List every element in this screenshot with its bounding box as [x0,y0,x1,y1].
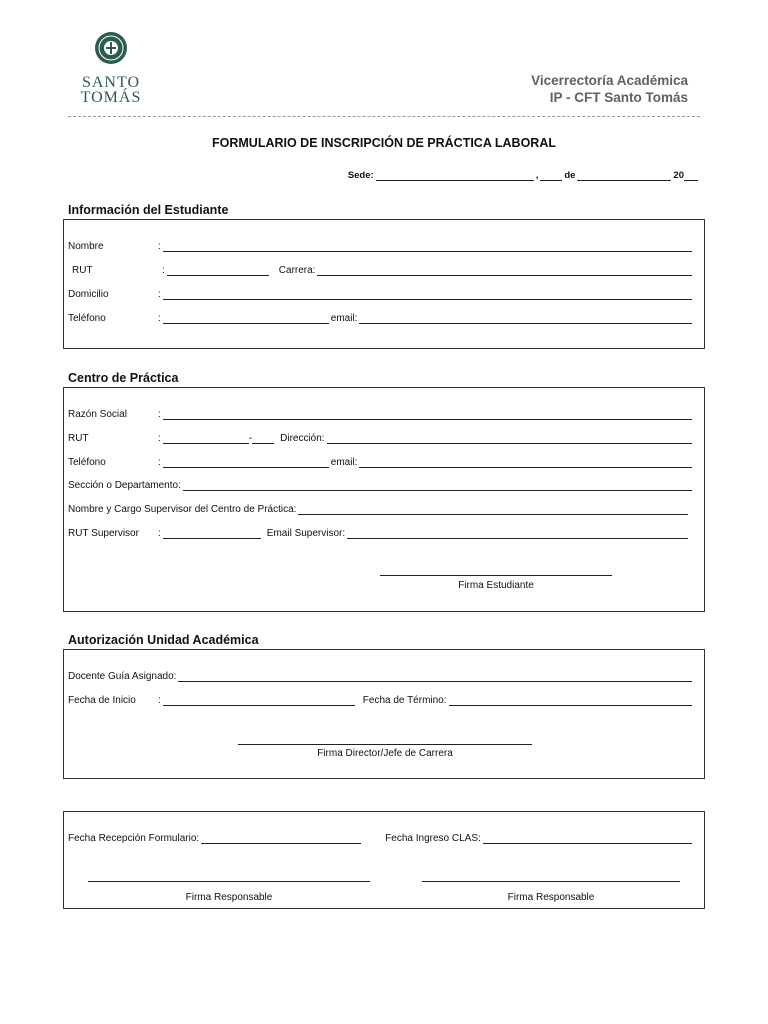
reception-row [68,830,694,844]
email-label: email: [330,457,358,468]
firma-responsable-right-line[interactable] [422,881,680,882]
colon: : [158,313,161,324]
rut-dash: - [248,433,253,444]
colon: : [158,409,161,420]
ingreso-field[interactable] [483,833,692,844]
email-supervisor-label: Email Supervisor: [266,528,346,539]
colon: : [162,265,165,276]
logo-name-line2: TOMÁS [80,89,142,106]
domicilio-field[interactable] [163,289,692,300]
year-field[interactable] [684,170,698,181]
email-field[interactable] [359,313,692,324]
domicilio-row [68,286,694,300]
docente-row [68,668,694,682]
rut-supervisor-field[interactable] [163,528,261,539]
fechas-row [68,692,694,706]
colon: : [158,695,161,706]
colon: : [158,457,161,468]
nombre-field[interactable] [163,241,692,252]
direccion-field[interactable] [327,433,692,444]
email-field[interactable] [359,457,692,468]
seccion-field[interactable] [183,480,692,491]
telefono-field[interactable] [163,457,329,468]
colon: : [158,433,161,444]
recepcion-label: Fecha Recepción Formulario: [68,833,200,844]
carrera-field[interactable] [317,265,692,276]
telefono-label: Teléfono [68,313,106,324]
supervisor-row [68,501,690,515]
razon-row [68,406,694,420]
month-field[interactable] [577,170,671,181]
org-header [531,72,688,106]
firma-estudiante-label: Firma Estudiante [458,580,534,591]
supervisor-label: Nombre y Cargo Supervisor del Centro de Práctica: [68,504,297,515]
seccion-row [68,477,694,491]
razon-field[interactable] [163,409,692,420]
sede-label: Sede: [347,170,374,181]
docente-label: Docente Guía Asignado: [68,671,177,682]
email-label: email: [330,313,358,324]
year-prefix: 20 [673,170,684,181]
firma-responsable-left-label: Firma Responsable [185,892,273,903]
inicio-label: Fecha de Inicio [68,695,136,706]
inicio-field[interactable] [163,695,355,706]
firma-responsable-left-line[interactable] [88,881,370,882]
firma-estudiante-line[interactable] [380,575,612,576]
firma-director-label: Firma Director/Jefe de Carrera [317,748,453,759]
seccion-label: Sección o Departamento: [68,480,181,491]
rut-dv-field[interactable] [252,433,274,444]
santo-tomas-logo [74,30,148,110]
carrera-label: Carrera: [278,265,316,276]
authorization-section-title: Autorización Unidad Académica [68,633,259,647]
telefono-row [68,454,694,468]
razon-label: Razón Social [68,409,127,420]
center-box [63,387,705,612]
colon: : [158,241,161,252]
firma-director-line[interactable] [238,744,532,745]
rut-direccion-row [68,430,694,444]
sede-line [348,170,700,181]
recepcion-field[interactable] [201,833,361,844]
center-section-title: Centro de Práctica [68,371,179,385]
rut-field[interactable] [163,433,249,444]
domicilio-label: Domicilio [68,289,109,300]
colon: : [158,528,161,539]
docente-field[interactable] [178,671,692,682]
telefono-field[interactable] [163,313,329,324]
de-label: de [564,170,576,181]
student-box [63,219,705,349]
ingreso-label: Fecha Ingreso CLAS: [385,833,481,844]
telefono-label: Teléfono [68,457,106,468]
rut-field[interactable] [167,265,269,276]
day-field[interactable] [540,170,562,181]
reception-box [63,811,705,909]
rut-supervisor-label: RUT Supervisor [68,528,139,539]
termino-label: Fecha de Término: [362,695,447,706]
rut-carrera-row [68,262,694,276]
org-line-2: IP - CFT Santo Tomás [549,90,688,105]
nombre-row [68,238,694,252]
rut-label: RUT [72,265,93,276]
termino-field[interactable] [449,695,692,706]
seal-icon [74,30,148,70]
colon: : [158,289,161,300]
logo-name-line1: SANTO [81,74,141,91]
sede-field[interactable] [376,170,534,181]
firma-responsable-right-label: Firma Responsable [507,892,595,903]
authorization-box [63,649,705,779]
student-section-title: Información del Estudiante [68,203,229,217]
rut-supervisor-row [68,525,690,539]
rut-label: RUT [68,433,89,444]
sede-comma: , [535,170,539,181]
direccion-label: Dirección: [280,433,325,444]
supervisor-field[interactable] [298,504,688,515]
org-line-1: Vicerrectoría Académica [531,73,688,88]
nombre-label: Nombre [68,241,104,252]
email-supervisor-field[interactable] [347,528,688,539]
telefono-row [68,310,694,324]
form-title: FORMULARIO DE INSCRIPCIÓN DE PRÁCTICA LABORAL [212,136,556,150]
header-divider [68,116,700,117]
